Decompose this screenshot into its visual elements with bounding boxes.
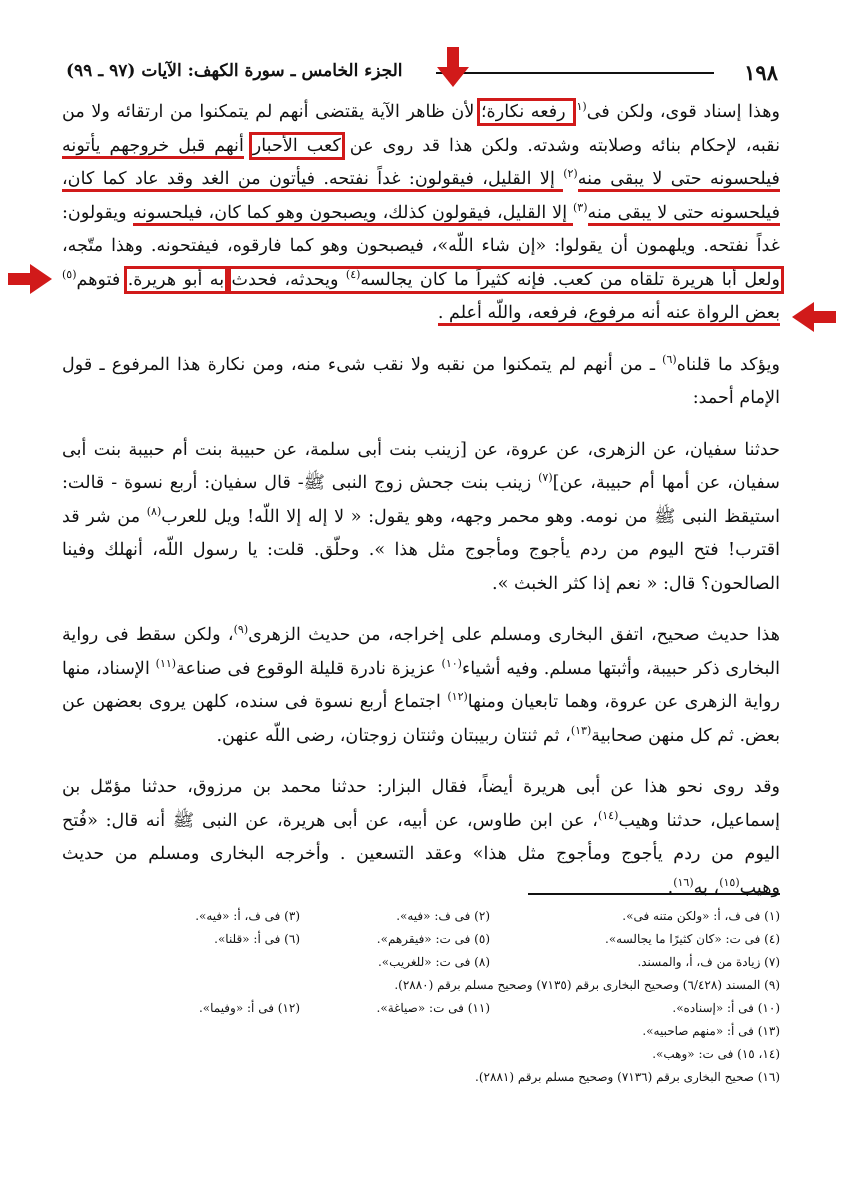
highlight-box-bihi-abu-hurayra: به أبو هريرة. bbox=[127, 269, 225, 290]
highlight-box-raf-nakara: رفعه نكارة؛ bbox=[480, 102, 573, 122]
underlined-passage: إلا القليل، فيقولون: غداً نفتحه. فيأتون من الغد وقد عاد كما كان، فيلحسونه حتى لا يبقى منه bbox=[62, 169, 780, 226]
footnote-ref: (١٠) bbox=[441, 656, 462, 670]
text-span: ـ من أنهم لم يتمكنوا من نقبه ولا نقب شىء منه، ومن نكارة هذا المرفوع ـ قول الإمام أحمد: bbox=[62, 354, 780, 408]
highlight-box-kaab-al-ahbar: كعب الأحبار bbox=[252, 135, 341, 156]
footnotes bbox=[72, 905, 780, 1089]
text-span: عزيزة نادرة قليلة الوقوع فى صناعة bbox=[176, 658, 442, 679]
highlight-text: ويحدثه، فحدث bbox=[231, 269, 346, 290]
footnote-ref: (١) bbox=[572, 100, 587, 114]
footnote-row bbox=[72, 905, 780, 928]
footnote-ref: (١٢) bbox=[447, 690, 468, 704]
text-span: وهذا إسناد قوى، ولكن فى bbox=[586, 102, 781, 122]
paragraph-2 bbox=[62, 349, 780, 416]
text-span: . bbox=[667, 877, 674, 898]
footnote-3: (٣) فى ف، أ: «فيه». bbox=[195, 909, 300, 923]
footnote-5: (٥) فى ت: «فيقرهم». bbox=[376, 932, 490, 946]
page-number: ١٩٨ bbox=[744, 60, 778, 85]
footnote-ref: (١٥) bbox=[719, 875, 740, 889]
paragraph-4 bbox=[62, 619, 780, 753]
paragraph-3 bbox=[62, 434, 780, 602]
footnote-row bbox=[72, 928, 780, 951]
underlined-passage: أنهم قبل خروجهم يأتونه فيلحسونه حتى لا يبقى منه bbox=[62, 136, 780, 193]
footnote-2: (٢) فى ف: «فيه». bbox=[396, 909, 490, 923]
running-title: الجزء الخامس ـ سورة الكهف: الآيات (٩٧ ـ ٩٩) bbox=[66, 61, 403, 81]
footnote-ref: (٥) bbox=[62, 267, 77, 281]
footnote-14-15: (١٤، ١٥) فى ت: «وهب». bbox=[652, 1047, 780, 1061]
paragraph-1 bbox=[62, 96, 780, 331]
highlight-box-abu-hurayra bbox=[231, 267, 781, 290]
text-span: ، به bbox=[693, 877, 720, 898]
footnote-1: (١) فى ف، أ: «ولكن متنه فى». bbox=[622, 909, 780, 923]
footnote-ref: (٩) bbox=[233, 623, 249, 637]
header-rule bbox=[436, 72, 714, 74]
page-header bbox=[66, 60, 778, 88]
underlined-passage: بعض الرواة عنه أنه مرفوع، فرفعه، واللّه أعلم . bbox=[438, 303, 780, 326]
highlight-text: ولعل أبا هريرة تلقاه من كعب. فإنه كثيراً ما كان يجالسه bbox=[360, 269, 781, 290]
footnote-ref: (٧) bbox=[538, 471, 553, 485]
footnote-10: (١٠) فى أ: «إسناده». bbox=[672, 1001, 780, 1015]
footnote-16: (١٦) صحيح البخارى برقم (٧١٣٦) وصحيح مسلم برقم (٢٨٨١). bbox=[475, 1070, 780, 1084]
footnote-6: (٦) فى أ: «قلنا». bbox=[214, 932, 300, 946]
footnote-ref: (١٣) bbox=[570, 723, 592, 737]
text-span: هذا حديث صحيح، اتفق البخارى ومسلم على إخراجه، من حديث الزهرى bbox=[248, 625, 780, 645]
text-span: ، ولكن سقط فى رواية البخارى ذكر حبيبة، وأثبتها مسلم. وفيه أشياء bbox=[62, 625, 781, 679]
footnote-ref: (٨) bbox=[146, 504, 162, 518]
footnote-4: (٤) فى ت: «كان كثيرًا ما يجالسه». bbox=[605, 932, 780, 946]
footnote-8: (٨) فى ت: «للغريب». bbox=[377, 955, 490, 969]
footnote-ref: (٦) bbox=[662, 352, 677, 366]
text-span bbox=[244, 136, 253, 156]
footnote-ref: (١٦) bbox=[673, 875, 694, 889]
text-span: لأن ظاهر الآية يقتضى أنهم لم يتمكنوا من ارتقائه ولا من نقبه، لإحكام بنائه وصلابته وشدته. ولكن هذا قد روى عن bbox=[62, 102, 780, 156]
footnote-ref: (٤) bbox=[345, 267, 361, 281]
footnote-7: (٧) زيادة من ف، أ، والمسند. bbox=[637, 955, 780, 969]
text-span: زينب بنت جحش زوج النبى ﷺ- قال سفيان: أربع نسوة - قالت: استيقظ النبى ﷺ من نومه. وهو محمر وجهه، وهو يقول: « لا إله إلا اللّه! ويل للعرب bbox=[62, 473, 780, 527]
footnote-ref: (٣) bbox=[573, 200, 588, 214]
footnote-ref: (٢) bbox=[563, 167, 578, 181]
text-span bbox=[224, 270, 231, 290]
text-span: ، ثم ثنتان ربيبتان وثنتان زوجتان، رضى اللّه عنهن. bbox=[216, 725, 571, 746]
footnote-11: (١١) فى ت: «صياغة». bbox=[376, 1001, 490, 1015]
text-span: الإسناد، منها رواية الزهرى عن عروة، وهما تابعيان ومنها bbox=[62, 658, 780, 712]
main-text bbox=[62, 96, 780, 905]
footnote-9: (٩) المسند (٦/٤٢٨) وصحيح البخارى برقم (٧١٣٥) وصحيح مسلم برقم (٢٨٨٠). bbox=[394, 978, 780, 992]
footnote-row bbox=[72, 997, 780, 1020]
footnote-ref: (١١) bbox=[155, 656, 177, 670]
underlined-passage: إلا القليل، فيقولون كذلك، ويصبحون وهو كما كان، فيلحسونه bbox=[133, 203, 573, 226]
paragraph-5 bbox=[62, 771, 780, 905]
footnote-12: (١٢) فى أ: «وفيما». bbox=[198, 1001, 300, 1015]
text-span: وقد روى نحو هذا عن أبى هريرة أيضاً، فقال البزار: حدثنا محمد بن مرزوق، حدثنا مؤمّل بن إسماعيل، حدثنا وهيب bbox=[62, 777, 780, 831]
text-span: ، عن ابن طاوس، عن أبيه، عن أبى هريرة، عن النبى ﷺ أنه قال: «فُتح اليوم من ردم يأجوج ومأجوج مثل هذا» وعقد التسعين . وأخرجه البخارى ومسلم من حديث وهيب bbox=[62, 810, 780, 898]
text-span: ويؤكد ما قلناه bbox=[676, 354, 781, 375]
footnote-divider bbox=[528, 893, 780, 895]
footnote-ref: (١٤) bbox=[597, 808, 619, 822]
footnote-13: (١٣) فى أ: «منهم صاحبيه». bbox=[642, 1024, 780, 1038]
text-span: حدثنا سفيان، عن الزهرى، عن عروة، عن [زينب بنت أبى سلمة، عن حبيبة بنت أم حبيبة بنت أبى سفيان، عن أمها أم حبيبة، عن] bbox=[62, 439, 780, 493]
text-span: فتوهم bbox=[76, 269, 128, 290]
footnote-row bbox=[72, 951, 780, 974]
text-span: ويقولون: غداً نفتحه. ويلهمون أن يقولوا: «إن شاء اللّه»، فيصبحون وهو كما فارقوه، فيفتحونه. وهذا متّجه، bbox=[62, 202, 780, 256]
text-span: من شر قد اقترب! فتح اليوم من ردم يأجوج ومأجوج مثل هذا ». وحلّق. قلت: يا رسول اللّه، أنهلك وفينا الصالحون؟ قال: « نعم إذا كثر الخبث ». bbox=[62, 506, 780, 594]
text-span: اجتماع أربع نسوة فى سنده، كلهن يروى بعضهن عن بعض. ثم كل منهن صحابية bbox=[62, 692, 780, 746]
